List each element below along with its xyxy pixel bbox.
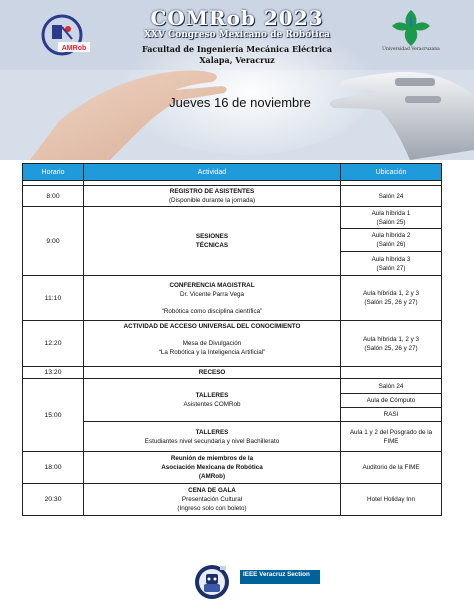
row-activity — [84, 452, 341, 484]
row-location — [341, 367, 442, 379]
university-label: Universidad Veracruzana — [382, 47, 440, 52]
activity-audience: Asistentes COMRob — [183, 401, 241, 408]
robot-emblem-logo — [192, 562, 234, 600]
row-time: 8:00 — [23, 186, 84, 207]
location-line: (Salón 25, 26 y 27) — [364, 299, 418, 306]
row-activity — [84, 321, 341, 367]
city-name: Xalapa, Veracruz — [199, 55, 275, 65]
panel-title: “La Robótica y la Inteligencia Artificial” — [158, 349, 266, 356]
row-location — [341, 229, 442, 252]
location-line: (Salón 26) — [376, 241, 406, 248]
table-row — [23, 276, 442, 321]
activity-line: Reunión de miembros de la — [170, 455, 254, 462]
table-header-row — [23, 164, 442, 181]
activity-title: REGISTRO DE ASISTENTES — [169, 188, 255, 195]
comrob-logo-text: AMRob — [61, 45, 87, 52]
row-location: Salón 24 — [341, 186, 442, 207]
ieee-section-label: IEEE Veracruz Section — [243, 571, 310, 578]
row-location — [341, 321, 442, 367]
activity-title: ACTIVIDAD DE ACCESO UNIVERSAL DEL CONOCIMIENTO — [123, 323, 301, 330]
header-horario: Horario — [23, 164, 84, 181]
row-time: 20:30 — [23, 484, 84, 516]
row-activity — [84, 379, 341, 422]
activity-line: (Ingreso solo con boleto) — [177, 505, 247, 512]
panel-label: Mesa de Divulgación — [182, 340, 242, 347]
activity-note: (Disponible durante la jornada) — [168, 197, 256, 204]
table-row — [23, 422, 442, 452]
row-time: 18:00 — [23, 452, 84, 484]
event-venue — [98, 44, 376, 66]
location-line: (Salón 27) — [376, 264, 406, 272]
row-time: 9:00 — [23, 207, 84, 276]
row-location — [341, 207, 442, 229]
row-location — [341, 276, 442, 321]
table-row — [23, 186, 442, 207]
row-location: Auditorio de la FIME — [341, 452, 442, 484]
table-row — [23, 484, 442, 516]
event-title: COMRob 2023 — [150, 6, 324, 30]
location-line: FIME — [383, 437, 399, 445]
row-activity: RECESO — [84, 367, 341, 379]
header-actividad: Actividad — [84, 164, 341, 181]
activity-title: TALLERES — [195, 392, 229, 399]
row-time: 13:20 — [23, 367, 84, 379]
table-row — [23, 379, 442, 394]
talk-title: “Robótica como disciplina científica” — [161, 307, 263, 315]
row-activity — [84, 207, 341, 276]
date-heading: Jueves 16 de noviembre — [169, 95, 311, 110]
activity-line: (AMRob) — [198, 473, 226, 480]
table-row — [23, 452, 442, 484]
row-location: Aula de Cómputo — [341, 394, 442, 408]
table-row — [23, 207, 442, 229]
row-activity — [84, 422, 341, 452]
header-banner — [0, 0, 474, 160]
table-row — [23, 367, 442, 379]
header-ubicacion: Ubicación — [341, 164, 442, 181]
row-time: 11:10 — [23, 276, 84, 321]
row-activity — [84, 484, 341, 516]
location-line: (Salón 25, 26 y 27) — [364, 344, 418, 352]
row-time: 15:00 — [23, 379, 84, 452]
activity-title: CONFERENCIA MAGISTRAL — [169, 281, 255, 289]
location-line: Aula híbrida 1 — [371, 209, 411, 217]
row-location — [341, 252, 442, 276]
event-subtitle: XXV Congreso Mexicano de Robótica — [143, 30, 331, 40]
activity-title: SESIONES — [195, 233, 229, 240]
activity-line: Presentación Cultural — [181, 496, 243, 503]
location-line: Aula híbrida 1, 2 y 3 — [362, 290, 419, 297]
location-line: Aula híbrida 1, 2 y 3 — [362, 335, 419, 343]
location-line: Aula híbrida 2 — [371, 232, 411, 239]
activity-line: Asociación Mexicana de Robótica — [161, 464, 263, 471]
table-row — [23, 321, 442, 367]
speaker-name: Dr. Vicente Parra Vega — [180, 290, 244, 298]
location-line: Aula 1 y 2 del Posgrado de la — [349, 428, 433, 436]
row-activity — [84, 276, 341, 321]
activity-audience: Estudiantes nivel secundaria y nivel Bachillerato — [144, 437, 280, 445]
location-line: (Salón 25) — [376, 218, 406, 226]
location-line: Aula híbrida 3 — [371, 255, 411, 263]
row-location: Hotel Holiday Inn — [341, 484, 442, 516]
schedule-table — [22, 163, 442, 516]
comrob-logo — [40, 13, 90, 57]
activity-title: CENA DE GALA — [188, 487, 236, 494]
row-activity — [84, 186, 341, 207]
activity-title: TALLERES — [195, 428, 229, 436]
row-time: 12:20 — [23, 321, 84, 367]
faculty-name: Facultad de Ingeniería Mecánica Eléctrica — [141, 44, 333, 54]
row-location: RASI — [341, 408, 442, 422]
activity-title: TÉCNICAS — [195, 242, 229, 249]
row-location: Salón 24 — [341, 379, 442, 394]
row-location — [341, 422, 442, 452]
